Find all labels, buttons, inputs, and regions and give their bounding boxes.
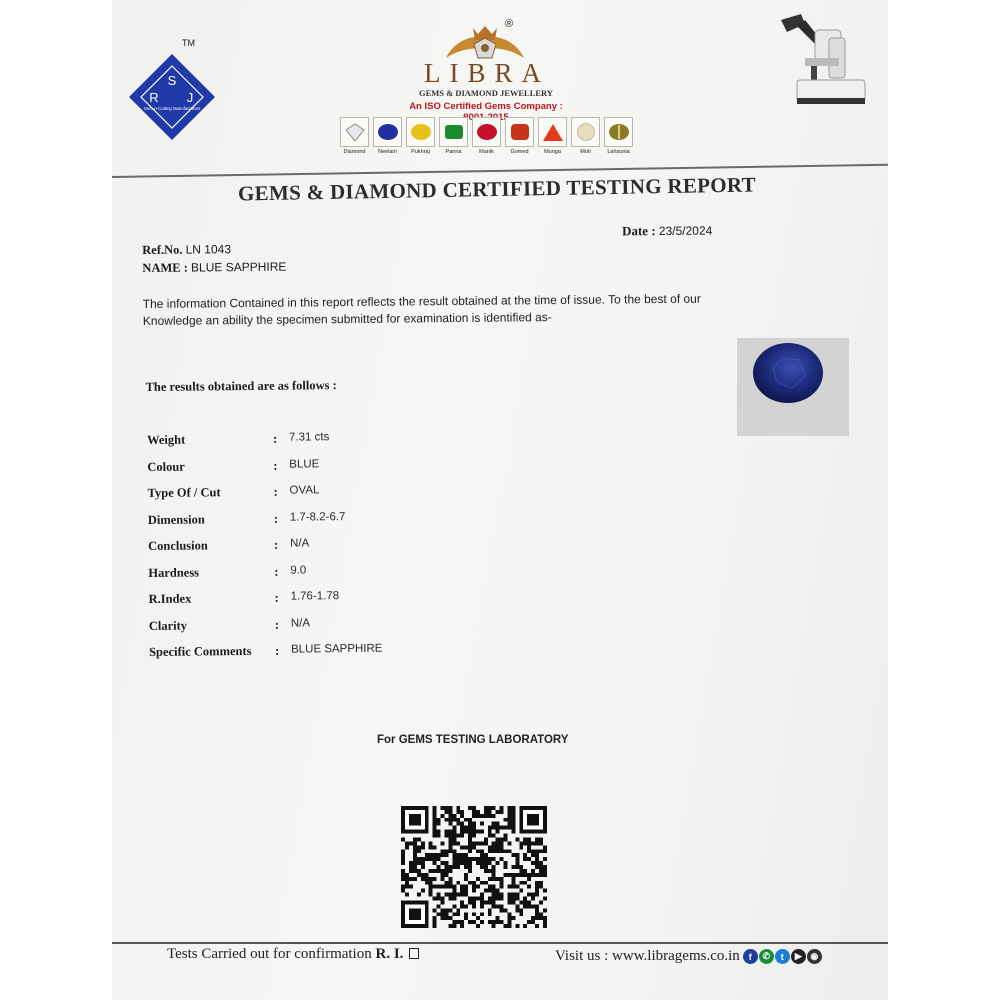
result-value: BLUE [289, 457, 320, 471]
gem-panna [437, 117, 470, 163]
result-label: R.Index [148, 591, 192, 606]
brand-subtitle: GEMS & DIAMOND JEWELLERY [418, 88, 554, 98]
result-row-weight [147, 430, 507, 460]
intro-line: The information Contained in this report reflects the result obtained at the time of issue. To the best of our [142, 291, 701, 311]
result-label: Clarity [148, 618, 188, 633]
result-row-rindex [148, 588, 508, 618]
separator: : [274, 590, 279, 605]
result-value: 1.76-1.78 [290, 590, 340, 603]
ref-value: LN 1043 [185, 242, 232, 257]
result-row-cut [147, 483, 507, 513]
blue-sapphire-stone-icon [737, 338, 849, 436]
intro-line: Knowledge an ability the specimen submitted for examination is identified as- [142, 310, 552, 328]
hessonite-gem-icon [509, 122, 531, 142]
gem-label: Diamond [343, 149, 366, 155]
pearl-gem-icon [575, 122, 597, 142]
ruby-gem-icon [476, 122, 498, 142]
whatsapp-icon[interactable]: ✆ [759, 949, 774, 964]
gem-lahsunia [602, 117, 635, 163]
gem-label: Neelam [378, 149, 397, 155]
gem-label: Manik [479, 149, 494, 155]
results-heading: The results obtained are as follows : [145, 378, 337, 394]
gem-label: Panna [445, 149, 462, 155]
result-row-clarity [149, 615, 509, 645]
separator: : [273, 511, 279, 526]
result-label: Hardness [148, 564, 200, 580]
checkbox-square-icon [409, 948, 419, 959]
gem-munga [536, 117, 569, 163]
yellow-sapphire-gem-icon [410, 122, 432, 142]
result-label: Weight [146, 432, 186, 447]
gem-gomed [503, 117, 536, 163]
rj-logo [127, 52, 217, 142]
separator: : [273, 537, 279, 552]
result-value: 9.0 [290, 563, 307, 577]
gem-label: Moti [580, 149, 591, 155]
separator: : [273, 484, 278, 499]
gem-label: Gomed [510, 149, 529, 155]
separator: : [273, 458, 278, 473]
gem-moti [569, 117, 602, 163]
result-row-hardness [148, 562, 508, 592]
cats-eye-gem-icon [608, 122, 630, 142]
separator: : [272, 431, 278, 446]
twitter-icon[interactable]: t [775, 949, 790, 964]
reference-number [142, 242, 231, 258]
logo-letter-s: S [167, 73, 177, 88]
logo-tagline: Gem-n-Cutting Manufacturers [143, 106, 201, 111]
result-label: Specific Comments [149, 643, 252, 659]
stone-name [142, 260, 286, 276]
document-title: GEMS & DIAMOND CERTIFIED TESTING REPORT [237, 172, 757, 206]
result-label: Type Of / Cut [147, 485, 221, 500]
gem-diamond [338, 117, 371, 163]
certificate-paper [112, 0, 888, 1000]
result-row-comments [149, 641, 509, 671]
logo-letter-j: J [186, 90, 194, 105]
report-date [622, 223, 712, 240]
lab-signature-line: For GEMS TESTING LABORATORY [377, 734, 569, 746]
intro-paragraph [143, 290, 763, 330]
tests-text: Tests Carried out for confirmation [167, 946, 372, 962]
youtube-icon[interactable]: ▶ [791, 949, 806, 964]
logo-letter-r: R [149, 90, 159, 105]
ri-label: R. I. [375, 946, 404, 962]
registered-mark: ® [505, 18, 514, 30]
result-row-dimension [148, 509, 508, 539]
gem-label: Pukhraj [411, 149, 430, 155]
diamond-gem-icon [344, 122, 366, 142]
instagram-icon[interactable]: ◉ [807, 949, 822, 964]
name-label: NAME : [142, 260, 188, 275]
social-icons [742, 949, 822, 964]
result-label: Conclusion [147, 538, 208, 553]
result-row-conclusion [148, 536, 508, 566]
name-value: BLUE SAPPHIRE [190, 259, 287, 275]
separator: : [274, 643, 280, 658]
gem-pukhraj [404, 117, 437, 163]
result-label: Dimension [147, 511, 205, 527]
result-value: N/A [290, 616, 311, 630]
separator: : [274, 617, 280, 632]
gem-strip [338, 117, 643, 163]
gem-label: Munga [544, 149, 561, 155]
result-value: 7.31 cts [288, 431, 330, 444]
footer-divider [112, 942, 888, 944]
date-value: 23/5/2024 [658, 223, 713, 239]
result-row-colour [147, 456, 507, 486]
qr-code[interactable] [400, 806, 548, 928]
result-value: N/A [289, 537, 310, 550]
result-value: BLUE SAPPHIRE [290, 642, 383, 656]
result-label: Colour [147, 459, 185, 474]
report-body [142, 221, 842, 659]
results-table [147, 430, 509, 672]
brand-name: LIBRA [424, 58, 550, 88]
microscope-icon [775, 10, 867, 110]
trademark-mark: TM [182, 38, 195, 48]
gem-neelam [371, 117, 404, 163]
gem-label: Lahsunia [607, 149, 630, 155]
facebook-icon[interactable]: f [743, 949, 758, 964]
coral-gem-icon [542, 122, 564, 142]
stone-photo [737, 338, 849, 436]
result-value: OVAL [289, 484, 320, 497]
gem-manik [470, 117, 503, 163]
emerald-gem-icon [443, 122, 465, 142]
footer-website [555, 948, 822, 965]
ref-label: Ref.No. [142, 242, 183, 257]
website-link[interactable]: Visit us : www.libragems.co.in [555, 948, 740, 964]
date-label: Date : [621, 223, 656, 239]
result-value: 1.7-8.2-6.7 [289, 510, 346, 524]
blue-sapphire-gem-icon [377, 122, 399, 142]
footer-tests-note [167, 946, 419, 963]
separator: : [274, 564, 279, 579]
iso-certification: An ISO Certified Gems Company : [409, 101, 563, 112]
